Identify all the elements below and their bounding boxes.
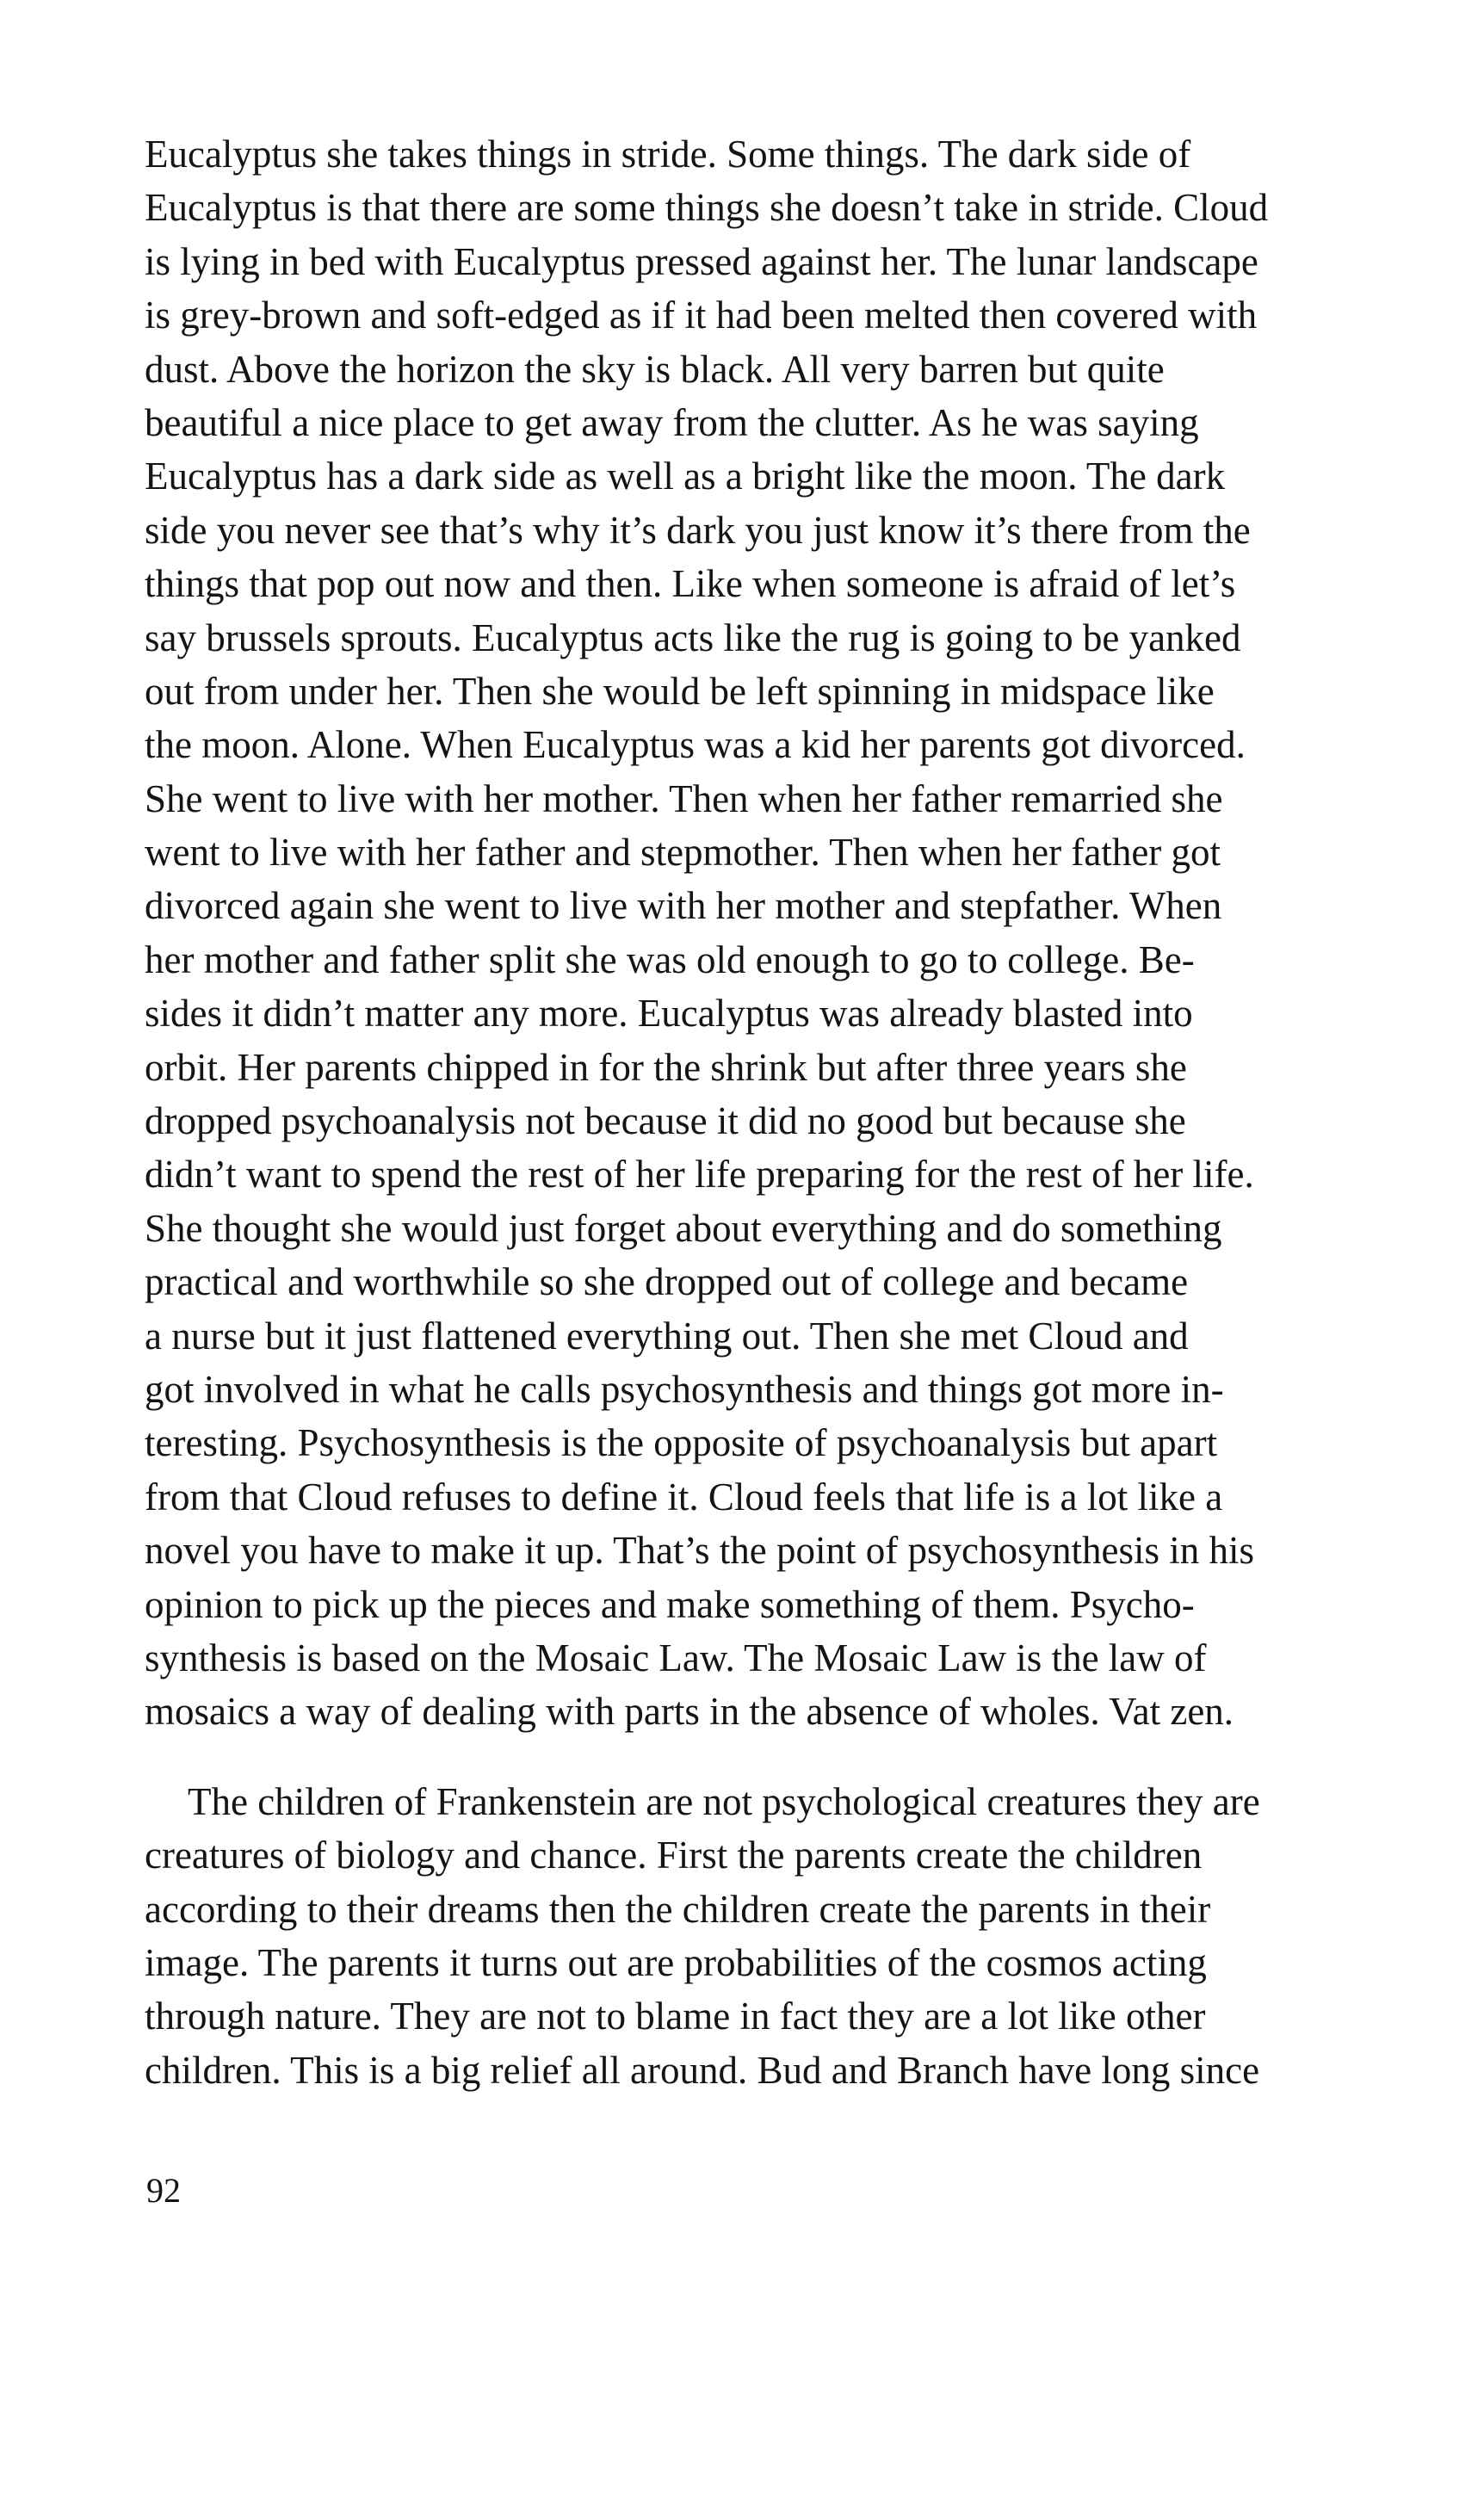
text-line: didn’t want to spend the rest of her life preparing for the rest of her life. <box>145 1153 1254 1197</box>
paragraph-2 <box>145 1775 1350 2097</box>
text-line: mosaics a way of dealing with parts in the absence of wholes. Vat zen. <box>145 1690 1234 1734</box>
text-line: synthesis is based on the Mosaic Law. The Mosaic Law is the law of <box>145 1636 1207 1679</box>
text-line: orbit. Her parents chipped in for the shrink but after three years she <box>145 1045 1187 1089</box>
text-line: beautiful a nice place to get away from the clutter. As he was saying <box>145 400 1199 444</box>
text-line: Eucalyptus is that there are some things she doesn’t take in stride. Cloud <box>145 186 1269 230</box>
text-line: teresting. Psychosynthesis is the opposite of psychoanalysis but apart <box>145 1421 1218 1465</box>
text-line: She went to live with her mother. Then when her father remarried she <box>145 776 1223 820</box>
text-line: is grey-brown and soft-edged as if it had been melted then covered with <box>145 294 1258 337</box>
text-line: is lying in bed with Eucalyptus pressed against her. The lunar landscape <box>145 239 1258 283</box>
text-line: got involved in what he calls psychosynthesis and things got more in- <box>145 1367 1224 1411</box>
text-line: a nurse but it just flattened everything out. Then she met Cloud and <box>145 1314 1189 1358</box>
text-line: things that pop out now and then. Like when someone is afraid of let’s <box>145 562 1236 606</box>
text-line: through nature. They are not to blame in fact they are a lot like other <box>145 1995 1206 2038</box>
text-line: She thought she would just forget about everything and do something <box>145 1206 1222 1250</box>
text-line: Eucalyptus has a dark side as well as a bright like the moon. The dark <box>145 455 1226 498</box>
text-line: image. The parents it turns out are probabilities of the cosmos acting <box>145 1940 1207 1984</box>
text-line: divorced again she went to live with her mother and stepfather. When <box>145 884 1222 928</box>
text-line: opinion to pick up the pieces and make something of them. Psycho- <box>145 1582 1195 1626</box>
text-line: dust. Above the horizon the sky is black. All very barren but quite <box>145 347 1165 391</box>
text-line: creatures of biology and chance. First the parents create the children <box>145 1834 1203 1877</box>
text-line: dropped psychoanalysis not because it did no good but because she <box>145 1099 1186 1143</box>
text-line: from that Cloud refuses to define it. Cloud feels that life is a lot like a <box>145 1475 1223 1518</box>
text-line: went to live with her father and stepmother. Then when her father got <box>145 831 1221 875</box>
text-line: sides it didn’t matter any more. Eucalyptus was already blasted into <box>145 992 1193 1036</box>
paragraph-1 <box>145 127 1350 1739</box>
text-line: the moon. Alone. When Eucalyptus was a kid her parents got divorced. <box>145 723 1246 767</box>
text-line: practical and worthwhile so she dropped out of college and became <box>145 1260 1189 1304</box>
page-number: 92 <box>146 2171 181 2210</box>
paragraph-spacer <box>145 1739 1350 1775</box>
body-text <box>145 127 1350 2097</box>
text-line: her mother and father split she was old enough to go to college. Be- <box>145 937 1195 981</box>
text-line: side you never see that’s why it’s dark you just know it’s there from the <box>145 508 1251 552</box>
text-line: Eucalyptus she takes things in stride. Some things. The dark side of <box>145 133 1191 176</box>
text-line: out from under her. Then she would be left spinning in midspace like <box>145 669 1215 713</box>
text-line: novel you have to make it up. That’s the point of psychosynthesis in his <box>145 1529 1255 1573</box>
text-line: say brussels sprouts. Eucalyptus acts like the rug is going to be yanked <box>145 615 1241 659</box>
text-line: The children of Frankenstein are not psychological creatures they are <box>188 1779 1260 1823</box>
text-line: according to their dreams then the children create the parents in their <box>145 1887 1211 1931</box>
text-line: children. This is a big relief all around. Bud and Branch have long since <box>145 2048 1260 2092</box>
